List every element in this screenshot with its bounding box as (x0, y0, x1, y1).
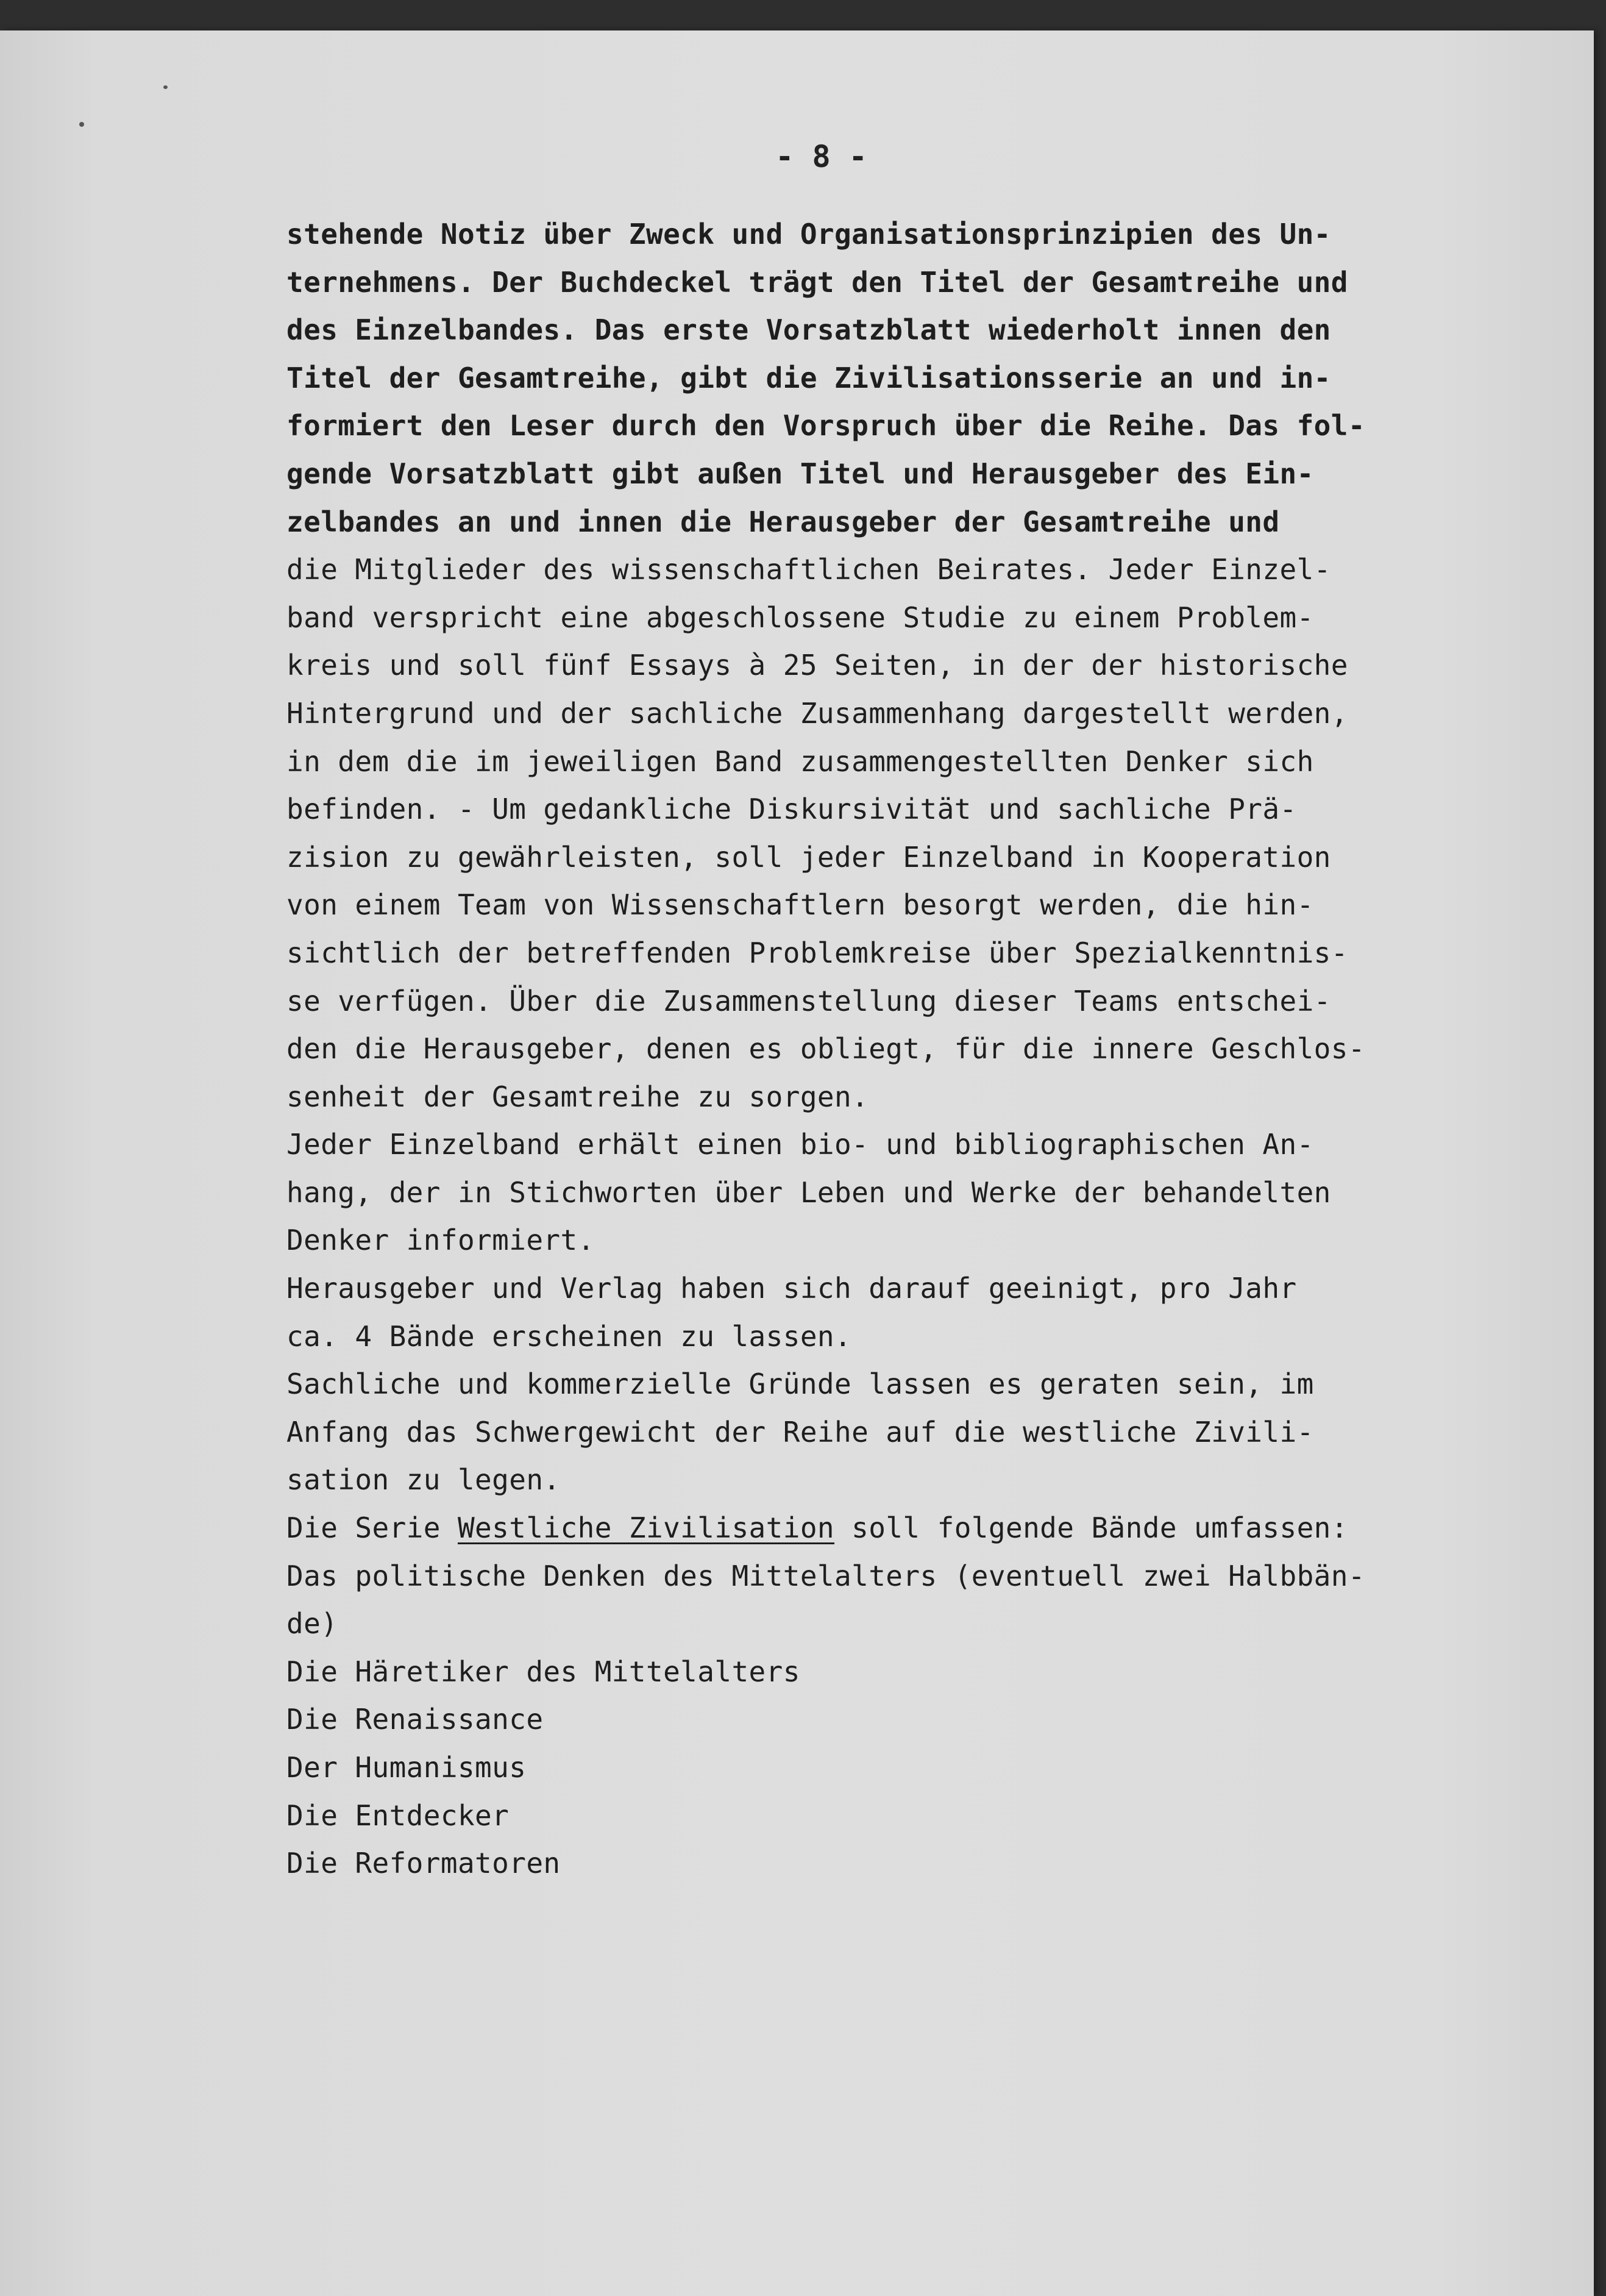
volume-list-item: Die Häretiker des Mittelalters (286, 1655, 800, 1688)
text-line: von einem Team von Wissenschaftlern besorgt werden, die hin- (286, 888, 1314, 922)
ink-speck (163, 85, 168, 89)
series-intro: Die Serie (286, 1511, 458, 1545)
text-line: gende Vorsatzblatt gibt außen Titel und Herausgeber des Ein- (286, 457, 1314, 490)
text-line: den die Herausgeber, denen es obliegt, für die innere Geschlos- (286, 1032, 1365, 1066)
volume-list-item: Die Renaissance (286, 1703, 544, 1736)
body-text (286, 210, 1579, 1888)
page-number: - 8 - (775, 139, 867, 174)
text-line: Titel der Gesamtreihe, gibt die Zivilisationsserie an und in- (286, 361, 1331, 394)
text-line: se verfügen. Über die Zusammenstellung dieser Teams entschei- (286, 984, 1331, 1018)
text-line: band verspricht eine abgeschlossene Studie zu einem Problem- (286, 601, 1314, 634)
text-line: Jeder Einzelband erhält einen bio- und bibliographischen An- (286, 1128, 1314, 1161)
text-line: Denker informiert. (286, 1224, 595, 1257)
text-line: zelbandes an und innen die Herausgeber der Gesamtreihe und (286, 505, 1280, 538)
ink-speck (79, 122, 84, 127)
text-line: befinden. - Um gedankliche Diskursivität und sachliche Prä- (286, 793, 1297, 826)
text-line: Hintergrund und der sachliche Zusammenhang dargestellt werden, (286, 696, 1348, 730)
text-line: sation zu legen. (286, 1463, 561, 1497)
series-outro: soll folgende Bände umfassen: (834, 1511, 1348, 1545)
text-line: Herausgeber und Verlag haben sich darauf geeinigt, pro Jahr (286, 1272, 1297, 1305)
text-line: in dem die im jeweiligen Band zusammengestellten Denker sich (286, 744, 1314, 778)
text-line: stehende Notiz über Zweck und Organisationsprinzipien des Un- (286, 218, 1331, 251)
text-line: de) (286, 1607, 338, 1641)
text-line: formiert den Leser durch den Vorspruch über die Reihe. Das fol- (286, 409, 1365, 443)
text-line-series (286, 1504, 1579, 1552)
text-line: sichtlich der betreffenden Problemkreise über Spezialkenntnis- (286, 936, 1348, 969)
volume-list-item: Die Entdecker (286, 1799, 510, 1832)
text-line: Sachliche und kommerzielle Gründe lassen es geraten sein, im (286, 1367, 1314, 1401)
volume-list-item: Der Humanismus (286, 1751, 527, 1784)
text-line: die Mitglieder des wissenschaftlichen Beirates. Jeder Einzel- (286, 553, 1331, 586)
text-line: zision zu gewährleisten, soll jeder Einzelband in Kooperation (286, 840, 1331, 874)
series-title-underlined: Westliche Zivilisation (457, 1511, 835, 1545)
text-line: kreis und soll fünf Essays à 25 Seiten, in der der historische (286, 649, 1348, 682)
text-line: Das politische Denken des Mittelalters (eventuell zwei Halbbän- (286, 1559, 1365, 1592)
volume-list-item: Die Reformatoren (286, 1847, 561, 1880)
text-line: ternehmens. Der Buchdeckel trägt den Titel der Gesamtreihe und (286, 265, 1348, 299)
text-line: Anfang das Schwergewicht der Reihe auf die westliche Zivili- (286, 1415, 1314, 1449)
text-line: senheit der Gesamtreihe zu sorgen. (286, 1080, 869, 1113)
text-line: hang, der in Stichworten über Leben und Werke der behandelten (286, 1175, 1331, 1209)
text-line: des Einzelbandes. Das erste Vorsatzblatt wiederholt innen den (286, 313, 1331, 347)
text-line: ca. 4 Bände erscheinen zu lassen. (286, 1319, 852, 1353)
